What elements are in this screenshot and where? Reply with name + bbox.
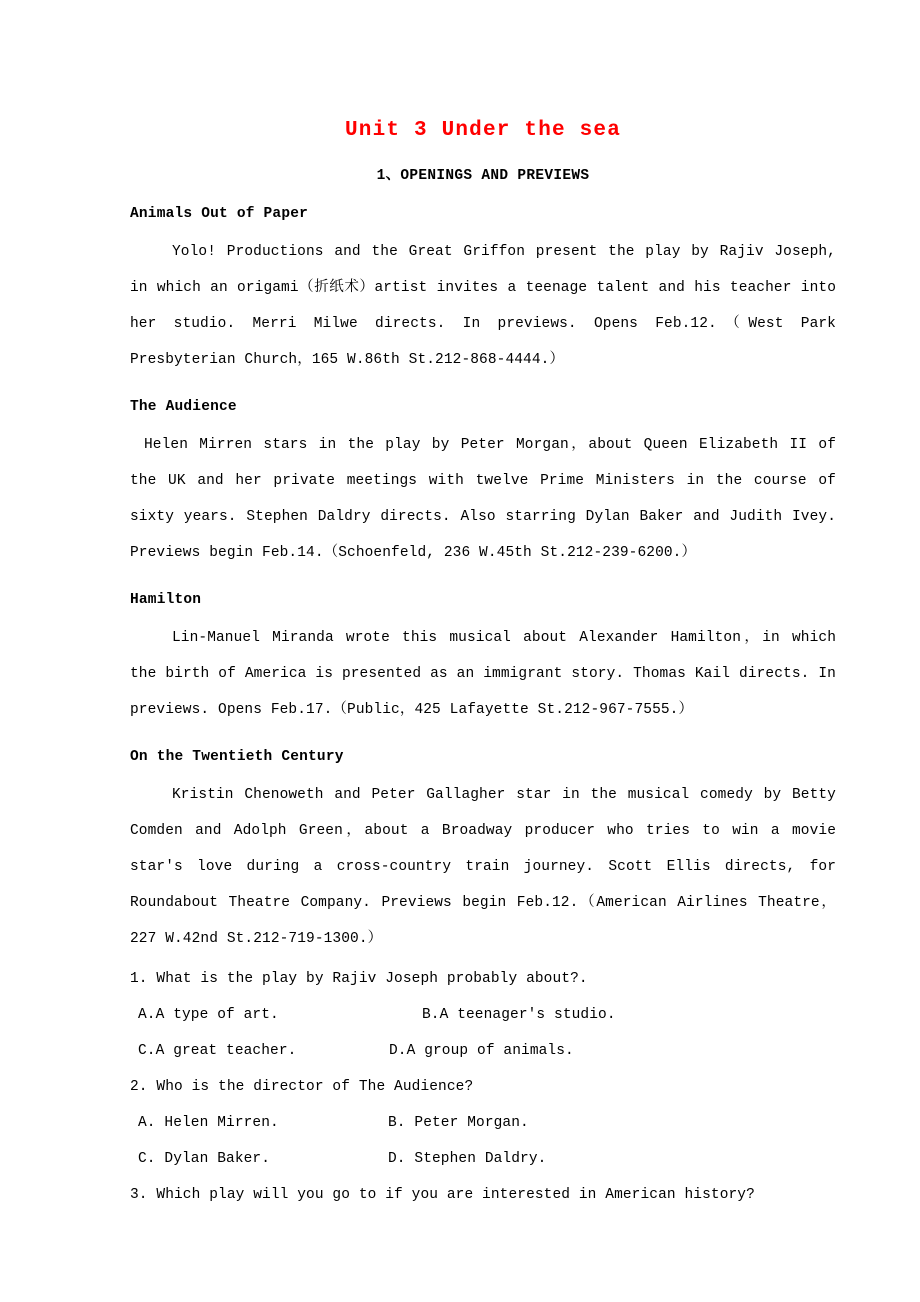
question-2-option-d[interactable]: D. Stephen Daldry. (388, 1150, 547, 1167)
section-subtitle: 1、OPENINGS AND PREVIEWS (376, 168, 590, 185)
section-paragraph-the-audience: Helen Mirren stars in the play by Peter Morgan，about Queen Elizabeth II of the UK and her private meetings with twelve Prime Ministers in the course of sixty years. Stephen Daldry directs. Also starring Dylan Baker and Judith Ivey. Previews begin Feb.14.（Schoenfeld, 236 W.45th St.212-239-6200.） (130, 436, 836, 561)
section-heading-on-the-twentieth-century: On the Twentieth Century (130, 748, 344, 765)
question-1-options-row-2 (130, 1033, 836, 1069)
section-paragraph-hamilton: Lin-Manuel Miranda wrote this musical about Alexander Hamilton，in which the birth of America is presented as an immigrant story. Thomas Kail directs. In previews. Opens Feb.17.（Public，425 Lafayette St.212-967-7555.） (130, 629, 836, 718)
question-1-options-row-1 (130, 997, 836, 1033)
section-heading-animals-out-of-paper: Animals Out of Paper (130, 206, 309, 223)
question-2-options-row-1 (130, 1105, 836, 1141)
section-heading-the-audience: The Audience (130, 398, 237, 415)
document-body (130, 0, 836, 1213)
question-1-stem: 1. What is the play by Rajiv Joseph probably about?. (130, 970, 588, 987)
section-paragraph-animals-out-of-paper: Yolo! Productions and the Great Griffon present the play by Rajiv Joseph, in which an origami（折纸术）artist invites a teenage talent and his teacher into her studio. Merri Milwe directs. In previews. Opens Feb.12.（West Park Presbyterian Church，165 W.86th St.212-868-4444.） (130, 243, 836, 368)
question-2-option-a[interactable]: A. Helen Mirren. (138, 1114, 279, 1131)
question-2-option-b[interactable]: B. Peter Morgan. (388, 1114, 529, 1131)
question-3-stem: 3. Which play will you go to if you are interested in American history? (130, 1186, 755, 1203)
section-paragraph-on-the-twentieth-century: Kristin Chenoweth and Peter Gallagher star in the musical comedy by Betty Comden and Adolph Green，about a Broadway producer who tries to win a movie star's love during a cross-country train journey. Scott Ellis directs, for Roundabout Theatre Company. Previews begin Feb.12.（American Airlines Theatre，227 W.42nd St.212-719-1300.） (130, 786, 836, 947)
question-2-options-row-2 (130, 1141, 836, 1177)
question-1-option-c[interactable]: C.A great teacher. (138, 1042, 297, 1059)
page-title: Unit 3 Under the sea (344, 119, 622, 142)
question-2-option-c[interactable]: C. Dylan Baker. (138, 1150, 271, 1167)
section-heading-hamilton: Hamilton (130, 591, 202, 608)
question-1-option-d[interactable]: D.A group of animals. (389, 1042, 574, 1059)
question-1-option-b[interactable]: B.A teenager's studio. (422, 1006, 616, 1023)
question-1-option-a[interactable]: A.A type of art. (138, 1006, 279, 1023)
question-2-stem: 2. Who is the director of The Audience? (130, 1078, 474, 1095)
